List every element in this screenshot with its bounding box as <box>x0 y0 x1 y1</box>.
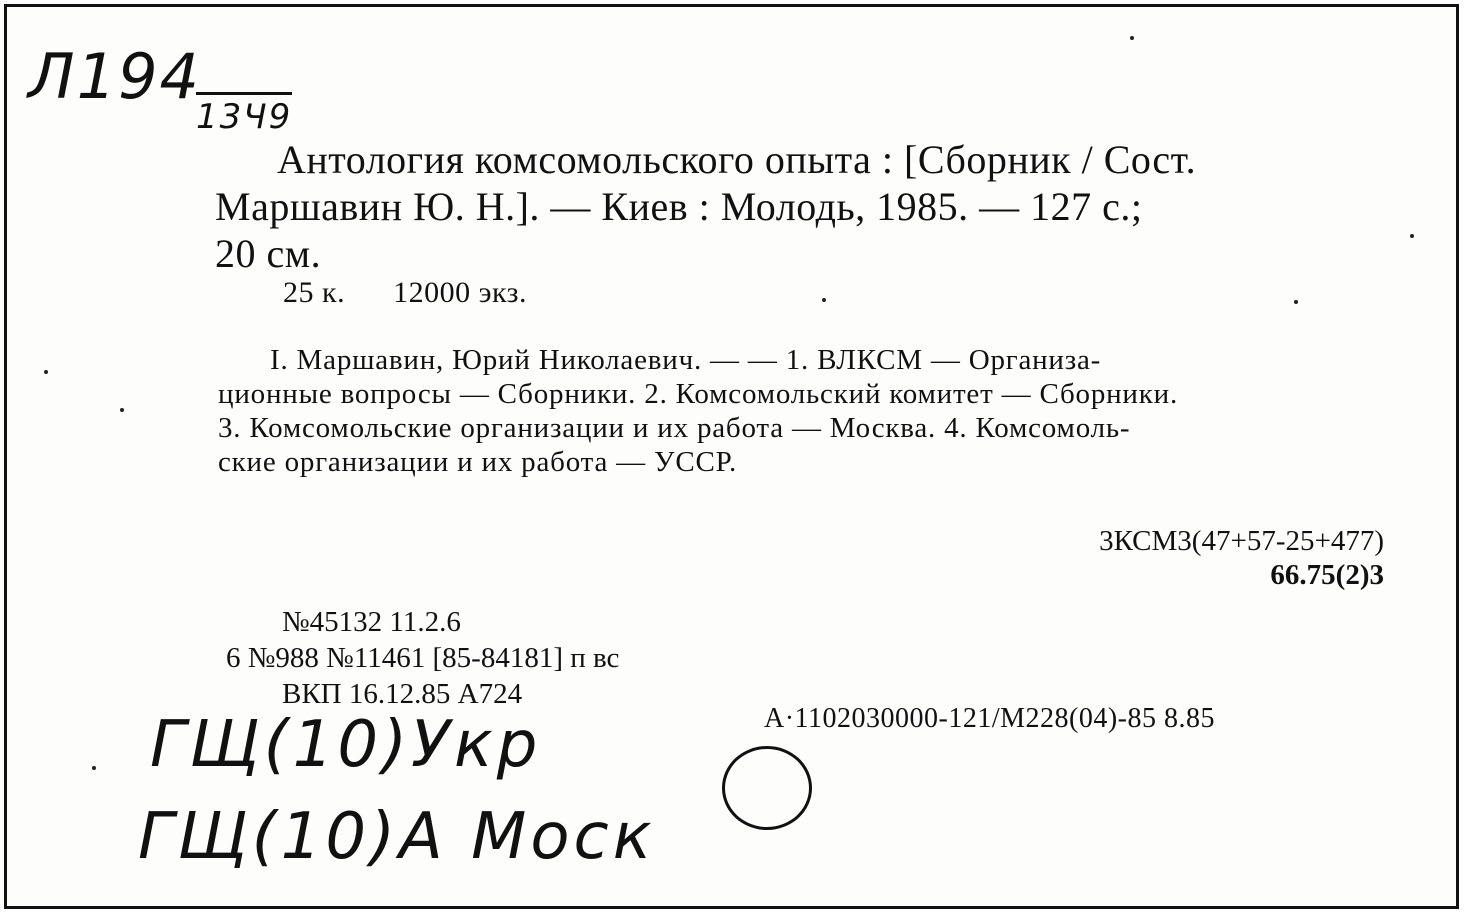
scan-speck <box>44 370 48 374</box>
class-code-2: 66.75(2)3 <box>1270 559 1384 591</box>
bibliographic-title <box>215 136 1385 277</box>
handwritten-call-number: Л194 <box>28 40 201 113</box>
classification-codes <box>1099 524 1384 592</box>
title-line-3: 20 см. <box>215 231 322 276</box>
scan-speck <box>120 408 124 412</box>
copies: 12000 экз. <box>393 276 527 309</box>
handwritten-call-number-sub: 13Ч9 <box>196 92 292 137</box>
tech-line-1: №45132 11.2.6 <box>282 606 461 638</box>
price: 25 к. <box>283 276 346 309</box>
subjects-line-2: ционные вопросы — Сборники. 2. Комсомольский комитет — Сборники. <box>218 378 1179 410</box>
scan-speck <box>92 766 96 770</box>
subjects-line-3: 3. Комсомольские организации и их работа — Москва. 4. Комсомоль- <box>218 412 1131 444</box>
scan-speck <box>1410 234 1414 238</box>
tech-line-2: 6 №988 №11461 [85-84181] п вс <box>226 642 620 674</box>
title-line-2: Маршавин Ю. Н.]. — Киев : Молодь, 1985. — 127 с.; <box>215 184 1143 229</box>
subject-headings <box>218 343 1388 479</box>
technical-info <box>226 604 619 712</box>
handwritten-note-1: ГЩ(10)Укр <box>150 708 542 782</box>
class-code-1: 3КСМ3(47+57-25+477) <box>1099 525 1384 557</box>
punch-hole-circle <box>722 746 812 830</box>
handwritten-note-2: ГЩ(10)А Моск <box>138 800 656 874</box>
title-line-1: Антология комсомольского опыта : [Сборник / Сост. <box>277 137 1197 182</box>
subjects-line-1: I. Маршавин, Юрий Николаевич. — — 1. ВЛКСМ — Организа- <box>270 344 1102 376</box>
publication-index: А·1102030000-121/М228(04)-85 8.85 <box>764 703 1215 734</box>
tech-line-3: ВКП 16.12.85 А724 <box>282 678 523 710</box>
subjects-line-4: ские организации и их работа — УССР. <box>218 446 737 478</box>
scan-speck <box>822 298 826 302</box>
scan-speck <box>1130 36 1134 40</box>
scan-speck <box>1294 300 1298 304</box>
price-and-copies <box>283 276 575 310</box>
